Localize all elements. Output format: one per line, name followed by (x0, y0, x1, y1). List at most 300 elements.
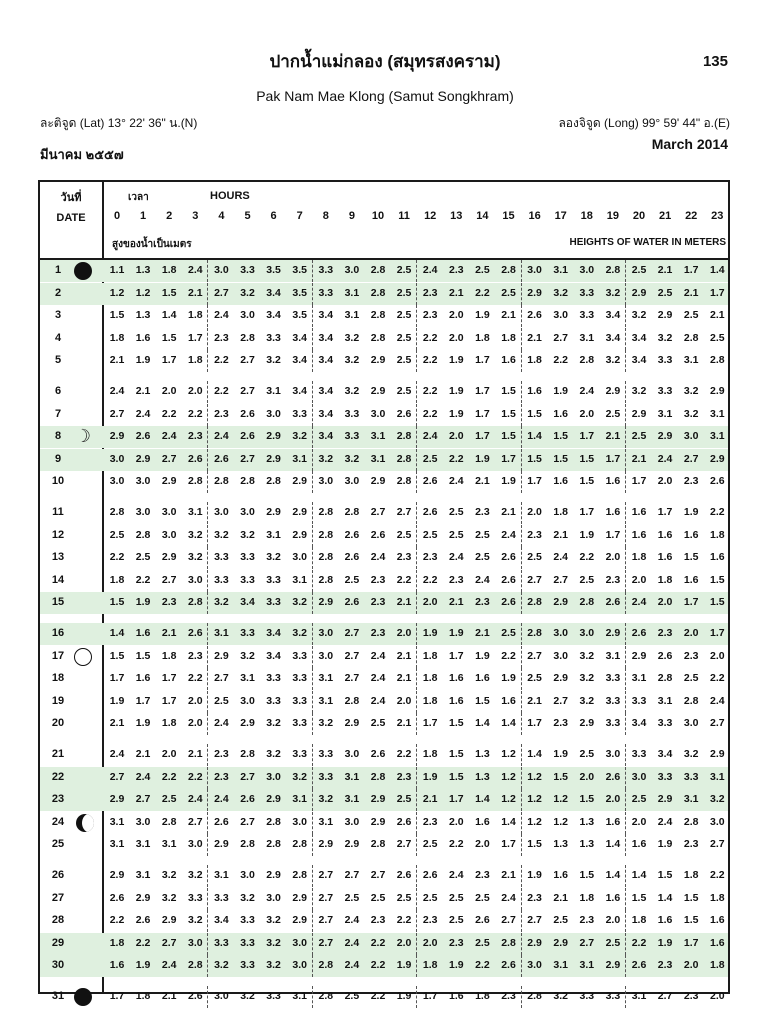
day-number: 4 (54, 331, 62, 344)
height-cell: 3.1 (135, 869, 151, 881)
height-cell: 1.9 (501, 672, 516, 685)
height-cell: 2.8 (370, 331, 386, 344)
height-cell: 2.9 (214, 838, 229, 851)
height-cell: 3.2 (553, 286, 568, 299)
height-cell: 2.9 (553, 672, 568, 685)
height-cell: 2.8 (240, 331, 255, 344)
height-cell: 2.8 (370, 309, 386, 322)
height-cell: 2.1 (631, 452, 647, 465)
height-cell: 2.8 (135, 528, 151, 541)
height-cell: 2.2 (161, 770, 177, 783)
height-cell: 3.0 (344, 748, 360, 760)
hour-label-21: 21 (658, 210, 672, 222)
height-cell: 2.2 (187, 407, 203, 420)
height-cell: 2.8 (187, 475, 203, 488)
height-cell: 2.7 (240, 354, 255, 367)
height-cell: 1.9 (475, 452, 490, 465)
height-cell: 2.3 (448, 573, 464, 586)
height-cell: 3.2 (709, 793, 725, 806)
height-cell: 1.6 (135, 672, 151, 685)
height-cell: 2.5 (214, 694, 229, 707)
tide-row-day-13 (40, 547, 728, 569)
tide-row-day-9 (40, 449, 728, 471)
height-cell: 2.1 (396, 717, 412, 730)
height-cell: 1.7 (448, 649, 464, 662)
height-cell: 2.8 (240, 475, 255, 488)
height-cell: 2.1 (683, 286, 699, 299)
height-cell: 2.2 (370, 959, 386, 972)
height-cell: 2.5 (683, 672, 699, 685)
height-cell: 3.2 (266, 551, 281, 564)
height-cell: 3.4 (266, 286, 281, 299)
height-cell: 1.7 (161, 672, 177, 685)
height-cell: 2.2 (396, 573, 412, 586)
height-cell: 1.4 (631, 869, 647, 881)
height-cell: 2.1 (448, 286, 464, 299)
hour-label-3: 3 (192, 210, 199, 222)
height-cell: 1.5 (501, 385, 516, 397)
height-cell: 2.3 (527, 528, 542, 541)
height-cell: 1.2 (135, 286, 151, 299)
height-cell: 2.0 (605, 551, 621, 564)
height-cell: 3.2 (579, 649, 595, 662)
day-number: 11 (52, 506, 64, 518)
height-cell: 3.4 (605, 331, 621, 344)
height-cell: 1.7 (501, 838, 516, 851)
height-cell: 3.1 (709, 430, 725, 443)
hour-label-2: 2 (166, 210, 173, 222)
height-cell: 1.9 (448, 959, 464, 972)
height-cell: 2.9 (109, 869, 125, 881)
latitude-label: ละติจูด (Lat) 13° 22' 36" น.(N) (40, 116, 198, 130)
height-cell: 2.2 (187, 672, 203, 685)
height-cell: 1.8 (161, 717, 177, 730)
height-cell: 3.3 (344, 430, 360, 443)
day-number: 31 (51, 990, 65, 1002)
height-cell: 2.8 (396, 452, 412, 465)
height-cell: 3.1 (161, 838, 177, 851)
height-cell: 3.3 (657, 385, 673, 397)
height-cell: 2.5 (396, 354, 412, 367)
height-cell: 3.2 (240, 990, 255, 1002)
height-cell: 1.6 (631, 838, 647, 851)
height-cell: 2.5 (475, 936, 490, 949)
height-cell: 3.4 (318, 331, 334, 344)
height-cell: 3.1 (631, 990, 647, 1002)
height-cell: 2.4 (370, 694, 386, 707)
height-cell: 1.6 (709, 914, 725, 927)
height-cell: 1.1 (109, 264, 125, 276)
day-cell (40, 471, 102, 493)
tide-row-day-14 (40, 570, 728, 592)
height-cell: 2.9 (266, 506, 281, 518)
height-cell: 3.3 (266, 694, 281, 707)
height-cell: 2.5 (501, 286, 516, 299)
height-cell: 2.4 (370, 649, 386, 662)
height-cell: 2.5 (422, 528, 438, 541)
height-cell: 2.5 (579, 573, 595, 586)
height-cell: 3.0 (161, 528, 177, 541)
height-cell: 2.3 (187, 649, 203, 662)
height-cell: 3.1 (553, 264, 568, 276)
day-cell (40, 502, 102, 524)
height-cell: 3.2 (214, 596, 229, 609)
height-cell: 2.0 (448, 309, 464, 322)
height-cell: 1.5 (553, 770, 568, 783)
height-cell: 3.2 (266, 959, 281, 972)
height-cell: 2.7 (370, 506, 386, 518)
height-cell: 3.0 (605, 748, 621, 760)
height-cell: 2.9 (370, 385, 386, 397)
tide-table (38, 180, 730, 1002)
height-cell: 2.7 (553, 694, 568, 707)
height-cell: 2.8 (527, 990, 542, 1002)
height-cell: 2.5 (448, 528, 464, 541)
height-cell: 1.6 (448, 672, 464, 685)
height-cell: 2.8 (266, 475, 281, 488)
height-cell: 1.4 (501, 717, 516, 730)
day-number: 16 (51, 627, 65, 639)
height-cell: 1.6 (109, 959, 125, 972)
height-cell: 2.6 (135, 430, 151, 443)
height-cell: 2.9 (370, 354, 386, 367)
height-cell: 2.6 (631, 627, 647, 639)
height-cell: 3.3 (214, 936, 229, 949)
height-cell: 2.7 (396, 506, 412, 518)
height-cell: 1.6 (501, 694, 516, 707)
height-cell: 2.3 (683, 649, 699, 662)
height-cell: 2.1 (475, 627, 490, 639)
height-cell: 2.7 (501, 914, 516, 927)
height-cell: 2.2 (396, 748, 412, 760)
height-cell: 2.2 (422, 573, 438, 586)
height-cell: 1.9 (475, 649, 490, 662)
height-cell: 2.9 (135, 452, 151, 465)
height-cell: 2.2 (553, 354, 568, 367)
height-cell: 3.2 (579, 694, 595, 707)
day-number: 2 (54, 286, 62, 299)
height-cell: 1.9 (135, 354, 151, 367)
height-cell: 1.3 (475, 748, 490, 760)
height-cell: 2.8 (527, 596, 542, 609)
height-cell: 3.2 (214, 528, 229, 541)
height-cell: 2.9 (631, 286, 647, 299)
height-cell: 1.8 (109, 573, 125, 586)
tide-row-day-12 (40, 525, 728, 547)
height-cell: 3.4 (266, 649, 281, 662)
height-cell: 2.2 (709, 672, 725, 685)
height-cell: 1.2 (553, 815, 568, 828)
height-cell: 1.6 (709, 936, 725, 949)
day-number: 30 (51, 959, 65, 972)
height-cell: 2.1 (501, 506, 516, 518)
height-cell: 2.5 (135, 551, 151, 564)
hour-label-17: 17 (554, 210, 567, 222)
height-cell: 2.0 (396, 694, 412, 707)
height-cell: 2.2 (187, 770, 203, 783)
height-cell: 3.3 (240, 936, 255, 949)
height-cell: 3.0 (187, 573, 203, 586)
height-cell: 2.9 (709, 452, 725, 465)
height-cell: 3.4 (631, 354, 647, 367)
height-cell: 2.6 (396, 869, 412, 881)
height-cell: 2.9 (344, 717, 360, 730)
height-cell: 2.5 (396, 286, 412, 299)
height-cell: 2.9 (657, 309, 673, 322)
first-quarter-icon: ☽ (74, 426, 92, 447)
height-cell: 2.3 (527, 891, 542, 904)
height-cell: 2.8 (318, 551, 334, 564)
height-cell: 2.5 (475, 891, 490, 904)
day-cell (40, 691, 102, 713)
height-cell: 2.3 (214, 748, 229, 760)
height-cell: 2.5 (605, 936, 621, 949)
height-cell: 2.8 (396, 475, 412, 488)
height-cell: 2.0 (657, 475, 673, 488)
day-cell (40, 744, 102, 766)
height-cell: 1.3 (553, 838, 568, 851)
height-cell: 1.4 (501, 815, 516, 828)
height-cell: 1.5 (579, 869, 595, 881)
height-cell: 3.2 (683, 385, 699, 397)
height-cell: 1.7 (135, 694, 151, 707)
day-number: 29 (51, 936, 65, 949)
height-cell: 1.8 (683, 869, 699, 881)
tide-row-day-17 (40, 646, 728, 668)
height-cell: 3.3 (240, 914, 255, 927)
height-cell: 1.5 (527, 452, 542, 465)
height-cell: 1.4 (527, 430, 542, 443)
height-cell: 1.7 (631, 475, 647, 488)
height-cell: 3.0 (240, 309, 255, 322)
height-cell: 2.4 (422, 264, 438, 276)
height-cell: 2.6 (709, 475, 725, 488)
tide-row-day-22 (40, 767, 728, 789)
height-cell: 3.3 (657, 354, 673, 367)
height-cell: 3.3 (292, 748, 307, 760)
day-cell (40, 381, 102, 403)
height-cell: 3.4 (318, 309, 334, 322)
height-cell: 2.9 (631, 649, 647, 662)
height-cell: 3.3 (683, 770, 699, 783)
height-cell: 3.2 (631, 309, 647, 322)
height-cell: 2.6 (422, 506, 438, 518)
day-number: 28 (51, 914, 65, 927)
height-cell: 3.1 (266, 528, 281, 541)
height-cell: 2.5 (683, 309, 699, 322)
height-cell: 3.5 (292, 309, 307, 322)
height-cell: 2.2 (422, 407, 438, 420)
tide-row-day-1 (40, 260, 728, 282)
height-cell: 3.3 (605, 990, 621, 1002)
height-cell: 1.7 (109, 990, 125, 1002)
height-cell: 3.3 (240, 551, 255, 564)
height-cell: 3.2 (266, 936, 281, 949)
height-cell: 2.5 (396, 891, 412, 904)
height-cell: 3.1 (318, 815, 334, 828)
height-cell: 1.8 (161, 264, 177, 276)
day-cell (40, 404, 102, 426)
height-cell: 1.4 (161, 309, 177, 322)
height-cell: 2.1 (501, 869, 516, 881)
height-cell: 1.7 (579, 430, 595, 443)
height-cell: 2.9 (109, 793, 125, 806)
hour-label-4: 4 (218, 210, 225, 222)
height-cell: 3.3 (292, 672, 307, 685)
height-cell: 3.3 (631, 694, 647, 707)
height-cell: 2.4 (187, 264, 203, 276)
height-cell: 2.3 (214, 770, 229, 783)
height-cell: 2.8 (266, 815, 281, 828)
height-cell: 1.6 (448, 694, 464, 707)
height-cell: 2.3 (422, 914, 438, 927)
height-cell: 2.5 (396, 309, 412, 322)
time-header-thai: เวลา (128, 192, 149, 203)
height-cell: 1.5 (709, 596, 725, 609)
height-cell: 3.2 (605, 286, 621, 299)
height-cell: 2.2 (370, 936, 386, 949)
height-cell: 3.1 (214, 627, 229, 639)
height-cell: 3.0 (344, 264, 360, 276)
height-cell: 3.0 (553, 309, 568, 322)
height-cell: 1.9 (553, 748, 568, 760)
height-cell: 2.8 (501, 936, 516, 949)
height-cell: 3.1 (579, 959, 595, 972)
height-cell: 3.2 (657, 331, 673, 344)
height-cell: 2.3 (396, 770, 412, 783)
height-cell: 2.7 (240, 385, 255, 397)
day-cell (40, 449, 102, 471)
height-cell: 2.0 (475, 838, 490, 851)
height-cell: 2.9 (553, 936, 568, 949)
day-cell (40, 328, 102, 350)
height-cell: 2.8 (396, 430, 412, 443)
height-cell: 3.1 (709, 407, 725, 420)
height-cell: 2.9 (631, 407, 647, 420)
height-cell: 2.8 (292, 869, 307, 881)
height-cell: 3.4 (657, 748, 673, 760)
height-cell: 2.6 (657, 649, 673, 662)
height-cell: 2.7 (214, 286, 229, 299)
page-title-english: Pak Nam Mae Klong (Samut Songkhram) (256, 88, 514, 104)
month-english: March 2014 (651, 136, 728, 152)
height-cell: 3.2 (214, 959, 229, 972)
height-cell: 3.0 (240, 694, 255, 707)
tide-row-day-21 (40, 744, 728, 766)
height-cell: 2.2 (422, 354, 438, 367)
full-moon-icon (74, 648, 92, 666)
day-cell (40, 623, 102, 645)
height-cell: 3.3 (605, 672, 621, 685)
height-cell: 1.5 (527, 838, 542, 851)
height-cell: 2.6 (135, 914, 151, 927)
height-cell: 2.7 (344, 649, 360, 662)
height-cell: 2.8 (266, 838, 281, 851)
new-moon-icon (74, 262, 92, 280)
height-cell: 2.9 (266, 793, 281, 806)
height-cell: 3.3 (579, 286, 595, 299)
tide-row-day-23 (40, 789, 728, 811)
height-cell: 2.0 (605, 793, 621, 806)
height-cell: 2.3 (370, 627, 386, 639)
height-cell: 1.5 (683, 551, 699, 564)
height-cell: 1.9 (448, 354, 464, 367)
height-cell: 1.2 (527, 770, 542, 783)
height-cell: 2.4 (448, 551, 464, 564)
height-cell: 2.6 (422, 869, 438, 881)
height-cell: 2.6 (501, 551, 516, 564)
height-cell: 3.4 (266, 627, 281, 639)
day-number: 9 (54, 452, 62, 465)
height-cell: 1.6 (683, 528, 699, 541)
height-cell: 1.6 (631, 528, 647, 541)
month-thai: มีนาคม ๒๕๕๗ (40, 147, 124, 162)
height-cell: 2.8 (318, 506, 334, 518)
height-cell: 2.5 (344, 990, 360, 1002)
height-cell: 2.8 (527, 627, 542, 639)
height-cell: 2.5 (422, 891, 438, 904)
height-cell: 2.9 (605, 385, 621, 397)
height-cell: 2.8 (709, 354, 725, 367)
height-cell: 2.8 (501, 264, 516, 276)
height-cell: 3.0 (109, 475, 125, 488)
height-cell: 2.8 (109, 506, 125, 518)
height-cell: 1.6 (709, 551, 725, 564)
height-cell: 1.8 (631, 551, 647, 564)
height-cell: 3.3 (266, 990, 281, 1002)
day-number: 23 (51, 793, 65, 806)
height-cell: 3.0 (579, 264, 595, 276)
day-cell (40, 865, 102, 887)
height-cell: 2.1 (553, 891, 568, 904)
height-cell: 2.5 (475, 551, 490, 564)
day-number: 8 (54, 430, 62, 443)
height-cell: 2.9 (709, 748, 725, 760)
page-title-thai: ปากน้ำแม่กลอง (สมุทรสงคราม) (269, 52, 501, 71)
height-cell: 3.0 (318, 627, 334, 639)
hour-label-14: 14 (476, 210, 489, 222)
date-header-thai: วันที่ (60, 192, 82, 204)
height-cell: 2.9 (527, 936, 542, 949)
height-cell: 2.6 (344, 596, 360, 609)
height-cell: 2.1 (709, 309, 725, 322)
height-cell: 3.1 (657, 407, 673, 420)
height-cell: 2.7 (527, 649, 542, 662)
day-cell (40, 592, 102, 614)
height-cell: 3.3 (318, 286, 334, 299)
height-cell: 2.2 (422, 385, 438, 397)
height-cell: 2.6 (214, 452, 229, 465)
tide-row-day-20 (40, 713, 728, 735)
height-cell: 3.3 (214, 573, 229, 586)
height-cell: 1.8 (709, 959, 725, 972)
height-cell: 2.3 (187, 430, 203, 443)
height-cell: 3.1 (344, 793, 360, 806)
height-cell: 1.5 (161, 331, 177, 344)
height-cell: 2.8 (318, 959, 334, 972)
tide-row-day-5 (40, 350, 728, 372)
height-cell: 3.2 (187, 551, 203, 564)
height-cell: 1.9 (422, 627, 438, 639)
height-cell: 3.0 (344, 475, 360, 488)
height-cell: 3.3 (318, 770, 334, 783)
height-cell: 1.5 (135, 649, 151, 662)
height-cell: 2.5 (553, 914, 568, 927)
height-cell: 3.4 (266, 309, 281, 322)
height-cell: 2.9 (240, 717, 255, 730)
height-cell: 3.3 (605, 717, 621, 730)
height-cell: 2.9 (161, 475, 177, 488)
